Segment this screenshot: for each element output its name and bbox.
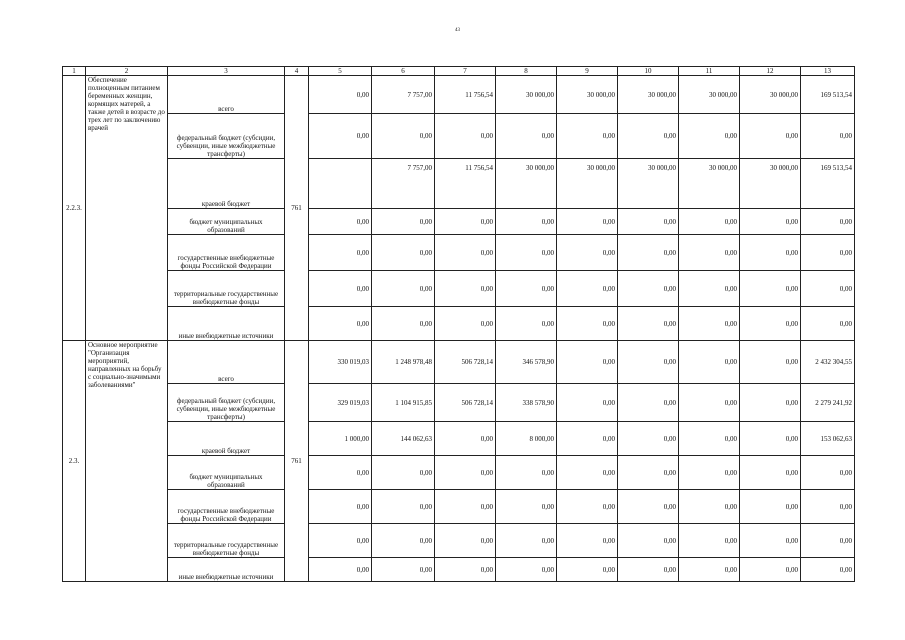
value-cell: 1 104 915,85 [372,384,435,422]
value-cell: 0,00 [801,558,855,582]
value-cell: 0,00 [435,114,496,159]
value-cell: 0,00 [740,490,801,524]
column-header: 3 [168,67,285,76]
value-cell: 30 000,00 [496,76,557,114]
table-row [63,159,855,209]
value-cell: 0,00 [372,235,435,271]
value-cell: 1 000,00 [309,422,372,456]
section-name: Основное мероприятие "Организация мероприятий, направленных на борьбу с социально-значимыми заболеваниями" [86,341,168,582]
value-cell: 0,00 [435,209,496,235]
value-cell: 0,00 [496,558,557,582]
value-cell: 0,00 [679,384,740,422]
funding-source: федеральный бюджет (субсидии, субвенции, иные межбюджетные трансферты) [168,114,285,159]
value-cell: 0,00 [679,341,740,384]
value-cell: 0,00 [372,558,435,582]
value-cell: 0,00 [496,524,557,558]
value-cell: 0,00 [679,524,740,558]
table-row [63,235,855,271]
value-cell: 0,00 [557,307,618,341]
value-cell: 0,00 [309,456,372,490]
value-cell: 0,00 [740,456,801,490]
value-cell: 0,00 [618,422,679,456]
value-cell: 0,00 [435,235,496,271]
value-cell: 0,00 [557,456,618,490]
value-cell: 0,00 [618,271,679,307]
value-cell: 30 000,00 [618,159,679,209]
value-cell: 0,00 [557,384,618,422]
funding-source: всего [168,341,285,384]
column-header: 6 [372,67,435,76]
value-cell: 338 578,90 [496,384,557,422]
value-cell: 0,00 [801,490,855,524]
funding-source: краевой бюджет [168,159,285,209]
table-row [63,456,855,490]
value-cell: 30 000,00 [679,76,740,114]
value-cell: 0,00 [496,235,557,271]
value-cell: 0,00 [740,384,801,422]
value-cell: 144 062,63 [372,422,435,456]
value-cell: 30 000,00 [557,159,618,209]
value-cell: 0,00 [309,209,372,235]
value-cell: 0,00 [372,307,435,341]
value-cell: 0,00 [679,307,740,341]
value-cell: 30 000,00 [679,159,740,209]
value-cell: 0,00 [618,114,679,159]
value-cell: 0,00 [679,271,740,307]
value-cell: 0,00 [372,271,435,307]
value-cell: 0,00 [309,490,372,524]
value-cell: 0,00 [618,209,679,235]
value-cell: 0,00 [801,209,855,235]
value-cell: 0,00 [557,271,618,307]
value-cell: 0,00 [740,341,801,384]
value-cell: 506 728,14 [435,341,496,384]
value-cell: 0,00 [372,114,435,159]
funding-source: территориальные государственные внебюджетные фонды [168,524,285,558]
value-cell: 30 000,00 [740,76,801,114]
page-number: 43 [455,28,460,33]
value-cell: 0,00 [618,558,679,582]
value-cell: 0,00 [435,422,496,456]
value-cell: 0,00 [435,490,496,524]
table-row [63,76,855,114]
value-cell: 0,00 [435,558,496,582]
value-cell: 0,00 [309,558,372,582]
table-row [63,524,855,558]
value-cell: 0,00 [557,209,618,235]
value-cell: 0,00 [740,524,801,558]
value-cell: 0,00 [435,307,496,341]
funding-source: бюджет муниципальных образований [168,209,285,235]
column-header: 4 [285,67,309,76]
value-cell: 0,00 [618,384,679,422]
value-cell: 0,00 [309,76,372,114]
value-cell: 0,00 [801,271,855,307]
value-cell: 0,00 [309,235,372,271]
value-cell: 0,00 [740,307,801,341]
table-row [63,384,855,422]
value-cell: 0,00 [309,271,372,307]
value-cell: 0,00 [618,490,679,524]
value-cell: 0,00 [435,271,496,307]
value-cell: 0,00 [309,307,372,341]
value-cell: 11 756,54 [435,159,496,209]
value-cell: 0,00 [557,341,618,384]
value-cell: 0,00 [801,114,855,159]
value-cell: 0,00 [309,524,372,558]
value-cell: 0,00 [557,558,618,582]
value-cell: 30 000,00 [557,76,618,114]
value-cell: 0,00 [372,490,435,524]
funding-source: краевой бюджет [168,422,285,456]
value-cell: 0,00 [435,456,496,490]
value-cell: 0,00 [740,271,801,307]
value-cell: 0,00 [801,524,855,558]
value-cell: 0,00 [496,307,557,341]
value-cell: 329 019,03 [309,384,372,422]
value-cell: 0,00 [801,456,855,490]
column-header: 12 [740,67,801,76]
funding-source: федеральный бюджет (субсидии, субвенции, иные межбюджетные трансферты) [168,384,285,422]
value-cell: 0,00 [740,235,801,271]
column-header: 13 [801,67,855,76]
value-cell: 0,00 [740,558,801,582]
table-row [63,422,855,456]
value-cell: 30 000,00 [740,159,801,209]
value-cell: 1 248 978,48 [372,341,435,384]
value-cell: 8 000,00 [496,422,557,456]
funding-source: всего [168,76,285,114]
funding-source: государственные внебюджетные фонды Российской Федерации [168,235,285,271]
value-cell: 0,00 [679,235,740,271]
value-cell: 0,00 [801,235,855,271]
table-row [63,209,855,235]
value-cell: 2 432 304,55 [801,341,855,384]
table-row [63,271,855,307]
value-cell: 330 019,03 [309,341,372,384]
value-cell: 0,00 [372,456,435,490]
table-row [63,490,855,524]
value-cell: 0,00 [557,422,618,456]
column-header: 8 [496,67,557,76]
value-cell [309,159,372,209]
coordinator-code: 761 [285,76,309,341]
value-cell: 0,00 [496,114,557,159]
column-header: 10 [618,67,679,76]
value-cell: 0,00 [801,307,855,341]
value-cell: 0,00 [496,456,557,490]
column-header: 9 [557,67,618,76]
value-cell: 0,00 [557,235,618,271]
value-cell: 0,00 [679,209,740,235]
value-cell: 153 062,63 [801,422,855,456]
value-cell: 506 728,14 [435,384,496,422]
value-cell: 0,00 [309,114,372,159]
section-name: Обеспечение полноценным питанием беременных женщин, кормящих матерей, а также детей в возрасте до трех лет по заключению врачей [86,76,168,341]
value-cell: 0,00 [618,456,679,490]
header-row [63,67,855,76]
value-cell: 169 513,54 [801,76,855,114]
value-cell: 0,00 [496,490,557,524]
table-row [63,307,855,341]
table-row [63,341,855,384]
value-cell: 0,00 [679,422,740,456]
value-cell: 7 757,00 [372,76,435,114]
funding-source: бюджет муниципальных образований [168,456,285,490]
section-code: 2.2.3. [63,76,86,341]
column-header: 7 [435,67,496,76]
section-code: 2.3. [63,341,86,582]
value-cell: 30 000,00 [618,76,679,114]
value-cell: 7 757,00 [372,159,435,209]
value-cell: 0,00 [618,235,679,271]
value-cell: 0,00 [740,422,801,456]
value-cell: 0,00 [679,558,740,582]
value-cell: 11 756,54 [435,76,496,114]
funding-source: иные внебюджетные источники [168,558,285,582]
value-cell: 0,00 [435,524,496,558]
value-cell: 0,00 [618,524,679,558]
funding-source: государственные внебюджетные фонды Российской Федерации [168,490,285,524]
value-cell: 0,00 [618,341,679,384]
column-header: 11 [679,67,740,76]
funding-source: иные внебюджетные источники [168,307,285,341]
column-header: 5 [309,67,372,76]
value-cell: 0,00 [740,209,801,235]
value-cell: 0,00 [557,524,618,558]
value-cell: 0,00 [618,307,679,341]
column-header: 1 [63,67,86,76]
value-cell: 346 578,90 [496,341,557,384]
value-cell: 0,00 [496,271,557,307]
budget-table [62,66,855,582]
table-row [63,558,855,582]
value-cell: 0,00 [372,209,435,235]
value-cell: 0,00 [557,114,618,159]
value-cell: 0,00 [679,490,740,524]
value-cell: 2 279 241,92 [801,384,855,422]
value-cell: 0,00 [679,456,740,490]
value-cell: 0,00 [557,490,618,524]
value-cell: 0,00 [740,114,801,159]
value-cell: 0,00 [679,114,740,159]
funding-source: территориальные государственные внебюджетные фонды [168,271,285,307]
coordinator-code: 761 [285,341,309,582]
column-header: 2 [86,67,168,76]
value-cell: 0,00 [372,524,435,558]
value-cell: 169 513,54 [801,159,855,209]
value-cell: 0,00 [496,209,557,235]
table-row [63,114,855,159]
value-cell: 30 000,00 [496,159,557,209]
